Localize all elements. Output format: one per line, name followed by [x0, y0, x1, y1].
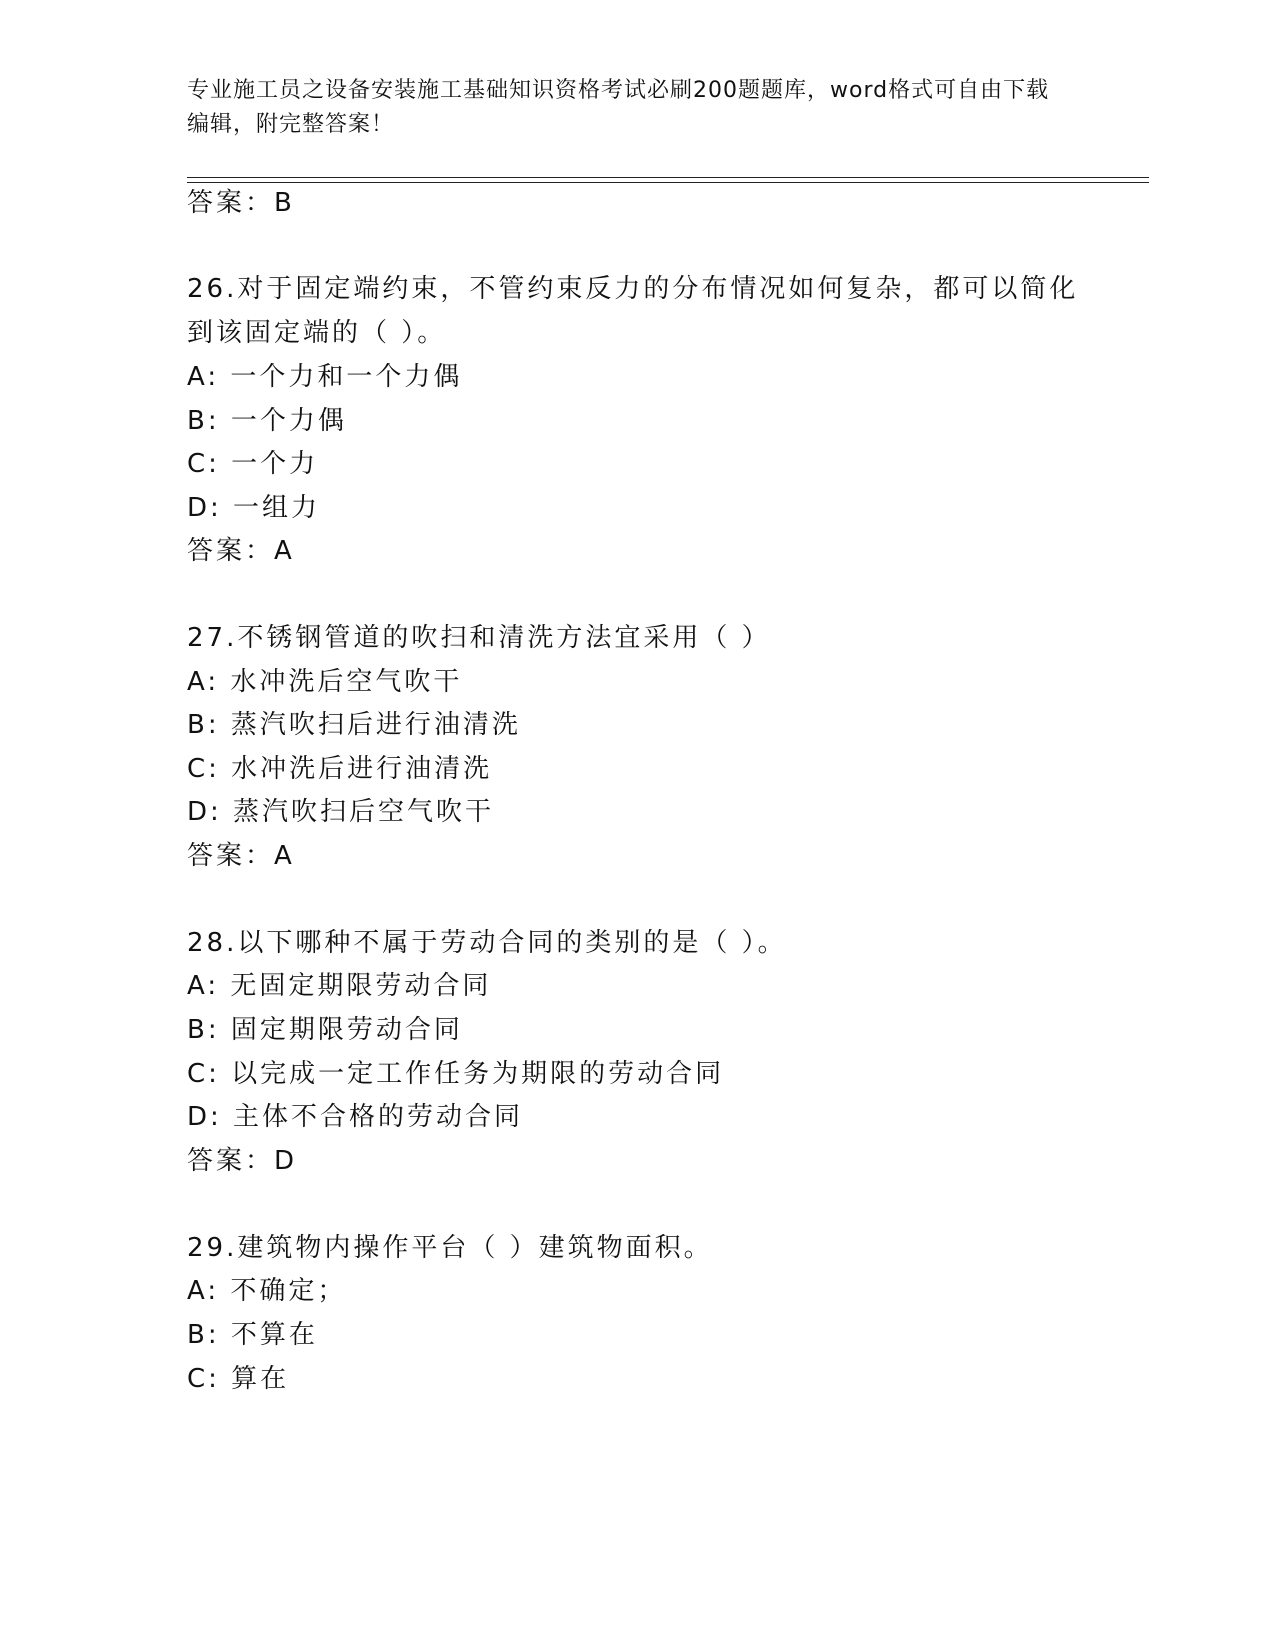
question-26-option-c: C: 一个力: [187, 449, 319, 479]
question-27-stem-line1: 27.不锈钢管道的吹扫和清洗方法宜采用（ ）: [187, 623, 771, 653]
header-divider-bottom: [187, 182, 1149, 183]
question-29-option-b: B: 不算在: [187, 1320, 318, 1350]
document-header: 专业施工员之设备安装施工基础知识资格考试必刷200题题库，word格式可自由下载编辑，附完整答案！: [187, 78, 1050, 137]
question-26-stem-line2: 到该固定端的（ ）。: [187, 318, 447, 348]
question-28-stem-line1: 28.以下哪种不属于劳动合同的类别的是（ ）。: [187, 928, 787, 958]
question-27-option-b: B: 蒸汽吹扫后进行油清洗: [187, 710, 521, 740]
question-27-answer: 答案：A: [187, 841, 295, 871]
question-27-option-d: D: 蒸汽吹扫后空气吹干: [187, 797, 495, 827]
question-26-answer: 答案：A: [187, 536, 295, 566]
question-29-option-a: A: 不确定；: [187, 1276, 347, 1306]
question-29-stem-line1: 29.建筑物内操作平台（ ）建筑物面积。: [187, 1233, 713, 1263]
question-28-option-a: A: 无固定期限劳动合同: [187, 971, 492, 1001]
question-28-option-b: B: 固定期限劳动合同: [187, 1015, 463, 1045]
question-28-option-d: D: 主体不合格的劳动合同: [187, 1102, 524, 1132]
question-27-option-c: C: 水冲洗后进行油清洗: [187, 754, 493, 784]
header-divider-top: [187, 177, 1149, 178]
answer-previous: 答案：B: [187, 188, 295, 218]
question-28-option-c: C: 以完成一定工作任务为期限的劳动合同: [187, 1059, 725, 1089]
question-29-option-c: C: 算在: [187, 1364, 290, 1394]
question-26-option-a: A: 一个力和一个力偶: [187, 362, 463, 392]
question-26-option-b: B: 一个力偶: [187, 406, 347, 436]
question-26-option-d: D: 一组力: [187, 493, 321, 523]
question-26-stem-line1: 26.对于固定端约束，不管约束反力的分布情况如何复杂，都可以简化: [187, 274, 1079, 304]
question-27-option-a: A: 水冲洗后空气吹干: [187, 667, 463, 697]
question-28-answer: 答案：D: [187, 1146, 298, 1176]
